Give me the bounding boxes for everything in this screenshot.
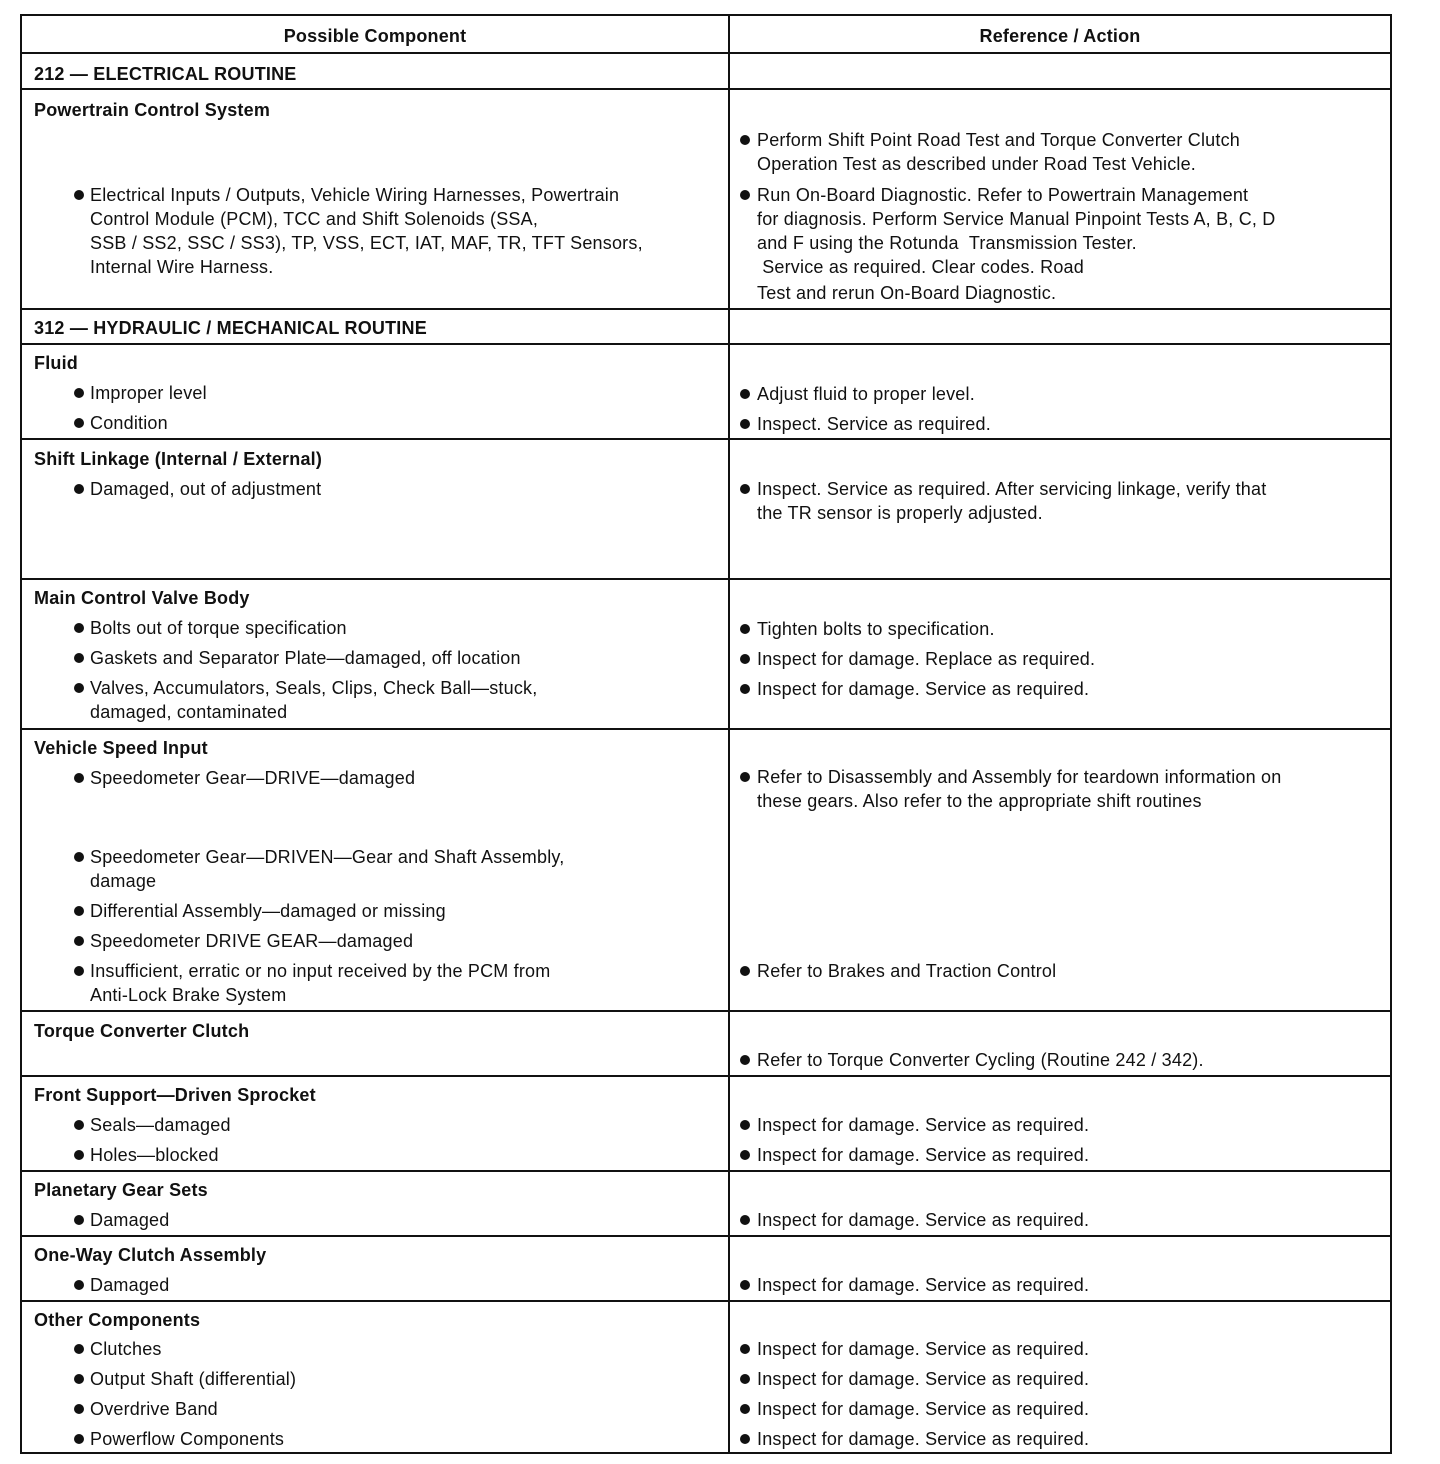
bullet	[74, 1344, 84, 1354]
component-item: Powerflow Components	[90, 1429, 285, 1449]
bullet	[74, 1434, 84, 1444]
component-item: Improper level	[90, 383, 207, 403]
action-item: Refer to Torque Converter Cycling (Routine 242 / 342).	[757, 1050, 1204, 1070]
row-divider	[22, 1075, 1390, 1077]
action-item: Inspect for damage. Service as required.	[757, 1399, 1090, 1419]
bullet	[740, 389, 750, 399]
row-divider	[22, 308, 1390, 310]
bullet	[740, 1055, 750, 1065]
action-item: for diagnosis. Perform Service Manual Pinpoint Tests A, B, C, D	[757, 209, 1276, 229]
component-item: Damaged	[90, 1210, 170, 1230]
group-title-other: Other Components	[34, 1310, 201, 1330]
action-item: these gears. Also refer to the appropriate shift routines	[757, 791, 1202, 811]
group-title-fluid: Fluid	[34, 353, 78, 373]
bullet	[74, 484, 84, 494]
section-title-electrical: 212 — ELECTRICAL ROUTINE	[34, 64, 297, 84]
component-item: Output Shaft (differential)	[90, 1369, 297, 1389]
bullet	[74, 1215, 84, 1225]
action-item: Perform Shift Point Road Test and Torque Converter Clutch	[757, 130, 1240, 150]
action-item: Inspect for damage. Service as required.	[757, 1145, 1090, 1165]
component-item: Gaskets and Separator Plate—damaged, off location	[90, 648, 521, 668]
component-item: Electrical Inputs / Outputs, Vehicle Wiring Harnesses, Powertrain	[90, 185, 620, 205]
bullet	[740, 1215, 750, 1225]
row-divider	[22, 728, 1390, 730]
action-item: Adjust fluid to proper level.	[757, 384, 975, 404]
bullet	[74, 966, 84, 976]
row-divider	[22, 52, 1390, 54]
bullet	[740, 1150, 750, 1160]
action-item: Inspect. Service as required. After servicing linkage, verify that	[757, 479, 1267, 499]
component-item: Overdrive Band	[90, 1399, 218, 1419]
bullet	[740, 1374, 750, 1384]
component-item: Valves, Accumulators, Seals, Clips, Check Ball—stuck,	[90, 678, 538, 698]
action-item: Operation Test as described under Road Test Vehicle.	[757, 154, 1196, 174]
bullet	[74, 190, 84, 200]
bullet	[740, 1344, 750, 1354]
row-divider	[22, 438, 1390, 440]
header-action: Reference / Action	[979, 26, 1141, 46]
bullet	[740, 484, 750, 494]
component-item: Speedometer Gear—DRIVEN—Gear and Shaft Assembly,	[90, 847, 565, 867]
bullet	[74, 1150, 84, 1160]
action-item: Inspect for damage. Service as required.	[757, 1275, 1090, 1295]
header-component: Possible Component	[283, 26, 467, 46]
group-title-tcc: Torque Converter Clutch	[34, 1021, 250, 1041]
component-item: Insufficient, erratic or no input received by the PCM from	[90, 961, 551, 981]
group-title-planetary: Planetary Gear Sets	[34, 1180, 208, 1200]
action-item: Inspect for damage. Service as required.	[757, 1115, 1090, 1135]
action-item: the TR sensor is properly adjusted.	[757, 503, 1043, 523]
group-title-powertrain: Powertrain Control System	[34, 100, 271, 120]
bullet	[74, 653, 84, 663]
bullet	[740, 1404, 750, 1414]
bullet	[740, 624, 750, 634]
bullet	[740, 1280, 750, 1290]
bullet	[74, 1120, 84, 1130]
component-item: Speedometer DRIVE GEAR—damaged	[90, 931, 414, 951]
bullet	[74, 683, 84, 693]
bullet	[740, 1434, 750, 1444]
component-item: Speedometer Gear—DRIVE—damaged	[90, 768, 416, 788]
action-item: Inspect for damage. Replace as required.	[757, 649, 1096, 669]
row-divider	[22, 343, 1390, 345]
bullet	[74, 852, 84, 862]
action-item: Refer to Brakes and Traction Control	[757, 961, 1057, 981]
row-divider	[22, 88, 1390, 90]
bullet	[740, 684, 750, 694]
bullet	[74, 906, 84, 916]
component-item: Internal Wire Harness.	[90, 257, 274, 277]
bullet	[74, 388, 84, 398]
bullet	[740, 419, 750, 429]
group-title-front-support: Front Support—Driven Sprocket	[34, 1085, 316, 1105]
action-item: Inspect for damage. Service as required.	[757, 1339, 1090, 1359]
bullet	[740, 135, 750, 145]
bullet	[74, 1374, 84, 1384]
bullet	[740, 966, 750, 976]
bullet	[740, 654, 750, 664]
diagnosis-table	[20, 14, 1392, 1454]
bullet	[74, 1280, 84, 1290]
group-title-valve-body: Main Control Valve Body	[34, 588, 250, 608]
action-item: Inspect. Service as required.	[757, 414, 991, 434]
component-item: SSB / SS2, SSC / SS3), TP, VSS, ECT, IAT, MAF, TR, TFT Sensors,	[90, 233, 643, 253]
component-item: Damaged, out of adjustment	[90, 479, 322, 499]
component-item: Holes—blocked	[90, 1145, 219, 1165]
bullet	[740, 1120, 750, 1130]
row-divider	[22, 578, 1390, 580]
action-item: Inspect for damage. Service as required.	[757, 1369, 1090, 1389]
action-item: Refer to Disassembly and Assembly for teardown information on	[757, 767, 1282, 787]
bullet	[74, 623, 84, 633]
component-item: Clutches	[90, 1339, 162, 1359]
component-item: damage	[90, 871, 157, 891]
action-item: Inspect for damage. Service as required.	[757, 1210, 1090, 1230]
action-item: Test and rerun On-Board Diagnostic.	[757, 283, 1057, 303]
bullet	[74, 773, 84, 783]
section-title-hydraulic: 312 — HYDRAULIC / MECHANICAL ROUTINE	[34, 318, 427, 338]
row-divider	[22, 1010, 1390, 1012]
group-title-shift-linkage: Shift Linkage (Internal / External)	[34, 449, 323, 469]
bullet	[74, 418, 84, 428]
row-divider	[22, 1170, 1390, 1172]
bullet	[740, 190, 750, 200]
group-title-one-way-clutch: One-Way Clutch Assembly	[34, 1245, 267, 1265]
component-item: Condition	[90, 413, 168, 433]
component-item: damaged, contaminated	[90, 702, 288, 722]
action-item: Inspect for damage. Service as required.	[757, 1429, 1090, 1449]
bullet	[74, 936, 84, 946]
component-item: Seals—damaged	[90, 1115, 231, 1135]
action-item: Tighten bolts to specification.	[757, 619, 995, 639]
component-item: Damaged	[90, 1275, 170, 1295]
action-item: Run On-Board Diagnostic. Refer to Powertrain Management	[757, 185, 1249, 205]
component-item: Differential Assembly—damaged or missing	[90, 901, 446, 921]
bullet	[74, 1404, 84, 1414]
bullet	[740, 772, 750, 782]
row-divider	[22, 1235, 1390, 1237]
component-item: Anti-Lock Brake System	[90, 985, 287, 1005]
component-item: Control Module (PCM), TCC and Shift Solenoids (SSA,	[90, 209, 539, 229]
group-title-vehicle-speed: Vehicle Speed Input	[34, 738, 208, 758]
action-item: Service as required. Clear codes. Road	[757, 257, 1084, 277]
action-item: Inspect for damage. Service as required.	[757, 679, 1090, 699]
action-item: and F using the Rotunda Transmission Tester.	[757, 233, 1137, 253]
row-divider	[22, 1300, 1390, 1302]
component-item: Bolts out of torque specification	[90, 618, 347, 638]
